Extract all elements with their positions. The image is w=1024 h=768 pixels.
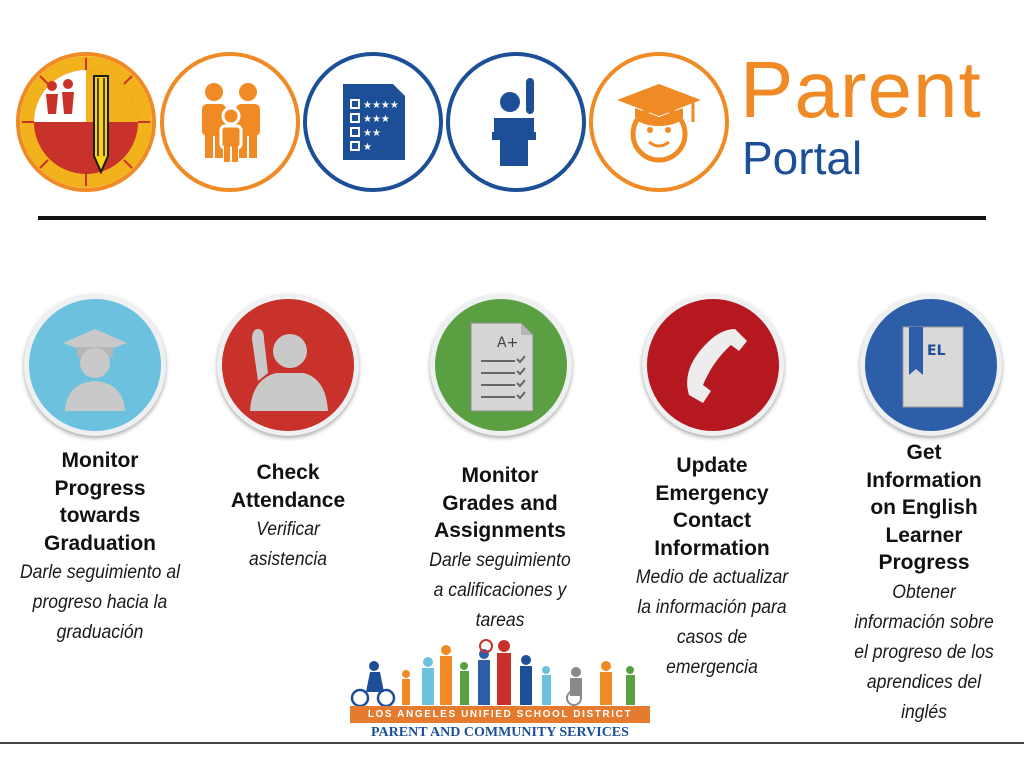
brand-title-portal: Portal [742,132,863,184]
raised-hand-graphic [222,299,354,431]
phone-handset-graphic [647,299,779,431]
header-divider [38,216,986,220]
svg-text:A+: A+ [497,335,519,351]
graded-paper-graphic [435,299,567,431]
graduate-face-graphic [593,56,725,188]
feature-attendance-subtitle: Verificar asistencia [248,518,328,570]
feature-grades-subtitle: Darle seguimiento a calificaciones y tareas [429,548,571,631]
feature-english-learner-subtitle: Obtener información sobre el progreso de los aprendices del inglés [854,580,994,723]
feature-grades-title: Monitor Grades and Assignments [434,464,566,542]
feature-graduation-subtitle: Darle seguimiento al progreso hacia la graduación [19,561,180,643]
feature-graduation [2,447,198,647]
el-book-icon [860,294,1002,436]
community-figures-illustration [346,636,654,708]
el-book-graphic [865,299,997,431]
raised-hand-person-icon [217,294,359,436]
feature-english-learner [826,439,1022,727]
feature-graduation-title: Monitor Progress towards Graduation [43,449,156,555]
feature-emergency-contact-subtitle: Medio de actualizar la información para casos de emergencia [635,566,789,678]
checklist-icon [303,52,443,192]
community-figures-graphic [346,636,654,708]
feature-attendance-title: Check Attendance [230,461,346,512]
graduate-silhouette-graphic [29,299,161,431]
department-name: PARENT AND COMMUNITY SERVICES [371,725,629,740]
svg-text:★★★★: ★★★★ [363,100,399,111]
feature-grades [405,462,595,635]
feature-attendance [198,459,378,574]
footer-divider [0,742,1024,744]
graduate-silhouette-icon [24,294,166,436]
graded-paper-icon [430,294,572,436]
phone-handset-icon [642,294,784,436]
svg-text:EL: EL [927,343,946,359]
svg-text:★★: ★★ [363,128,381,139]
lausd-seal-icon [16,52,156,192]
svg-text:★★★: ★★★ [363,114,390,125]
svg-text:★: ★ [363,142,372,153]
feature-english-learner-title: Get Information on English Learner Progress [866,441,982,574]
district-name: LOS ANGELES UNIFIED SCHOOL DISTRICT [367,709,633,720]
family-graphic [164,56,296,188]
checklist-graphic [307,56,439,188]
brand-title-parent: Parent [740,45,982,134]
student-raising-hand-icon [446,52,586,192]
family-icon [160,52,300,192]
student-graphic [450,56,582,188]
lausd-seal-graphic [20,56,152,188]
feature-emergency-contact-title: Update Emergency Contact Information [654,454,770,560]
graduate-face-icon [589,52,729,192]
